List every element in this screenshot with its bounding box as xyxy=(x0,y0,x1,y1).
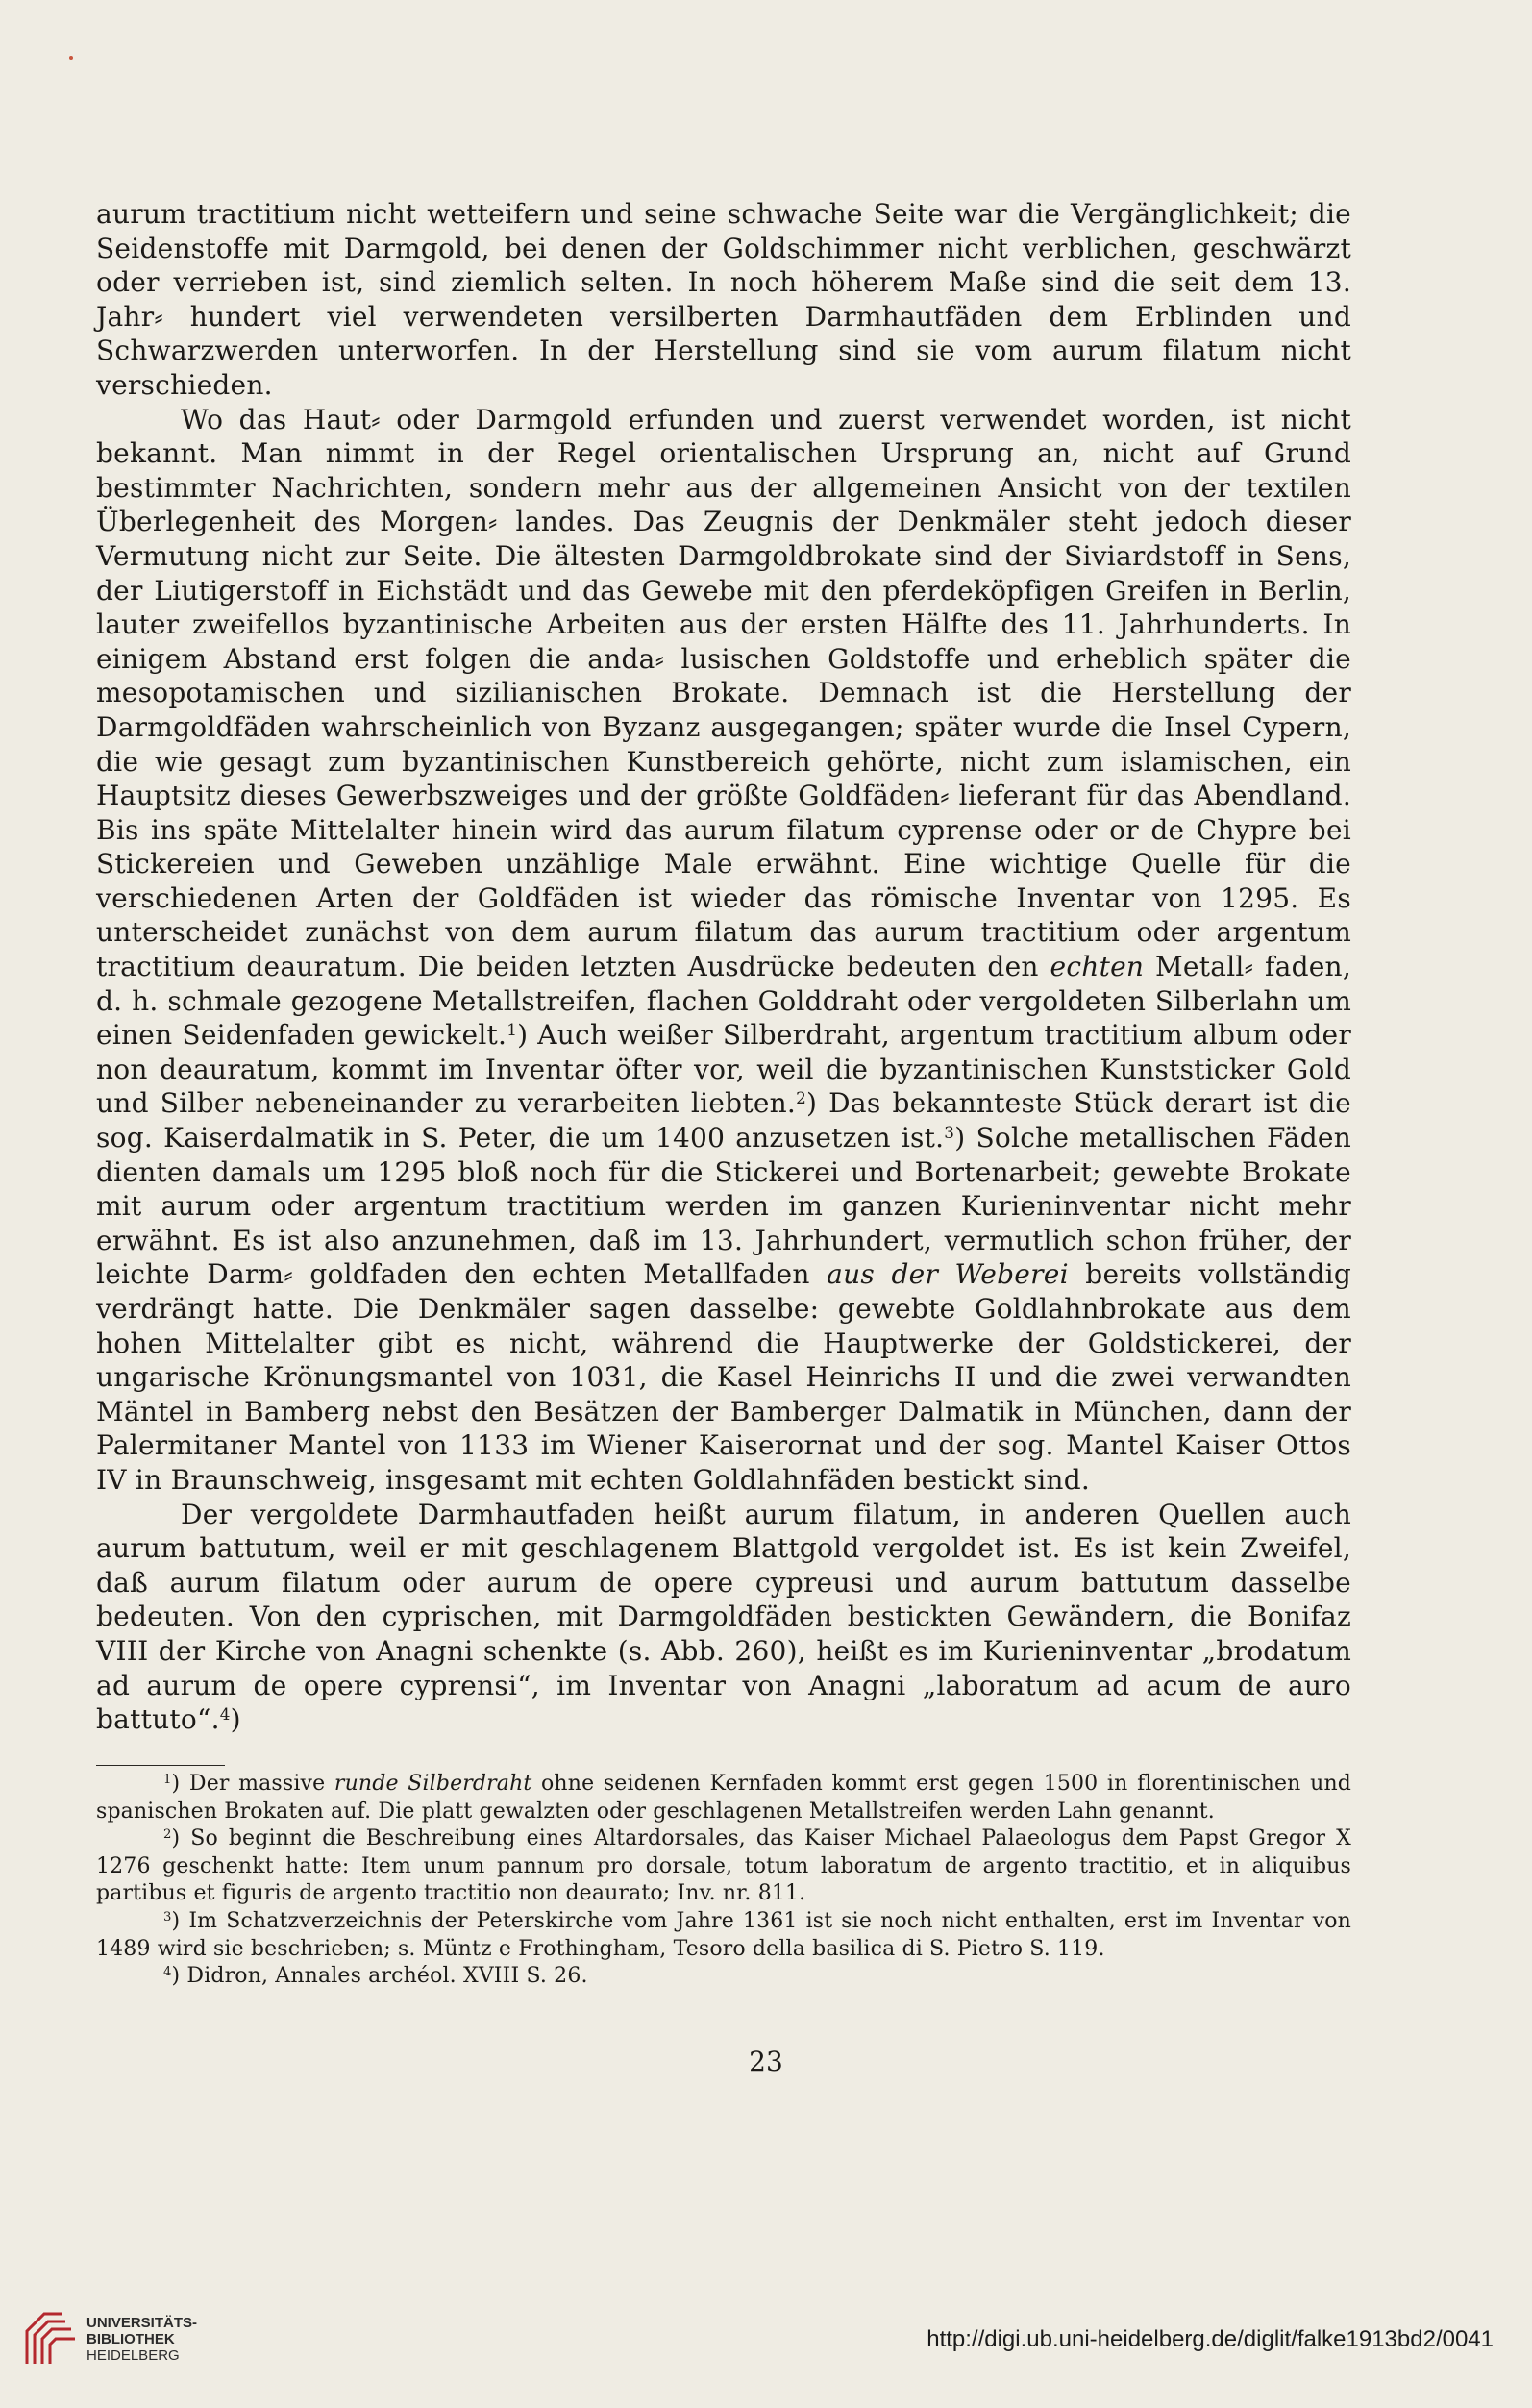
footnote-3 xyxy=(96,1908,1351,1963)
red-dot-mark xyxy=(69,56,73,60)
footnote-separator xyxy=(96,1765,225,1766)
italic-aus-der-weberei: aus der Weberei xyxy=(827,1258,1069,1291)
footnote-ref-3[interactable]: 3 xyxy=(944,1122,955,1142)
footnote-2-text: ) So beginnt die Beschreibung eines Altardorsales, das Kaiser Michael Palaeologus dem Papst Gregor X 1276 geschenkt hatte: Item unum pannum pro dorsale, totum laboratum de argento tractitio, et in aliquibus partibus et figuris de argento tractitio non deaurato; Inv. nr. 811. xyxy=(96,1826,1351,1906)
library-line-3: HEIDELBERG xyxy=(86,2347,180,2364)
library-line-1: UNIVERSITÄTS- xyxy=(86,2315,198,2331)
paragraph-2 xyxy=(96,403,1351,1498)
paragraph-2-part-f: bereits vollständig verdrängt hatte. Die Denkmäler sagen dasselbe: gewebte Goldlahnbrokate aus dem hohen Mittelalter gibt es nicht, während die Hauptwerke der Goldstickerei, der ungarische Krönungsmantel von 1031, die Kasel Heinrichs II und die zwei verwandten Mäntel in Bamberg nebst den Besätzen der Bamberger Dalmatik in München, dann der Palermitaner Mantel von 1133 im Wiener Kaiserornat und der sog. Mantel Kaiser Ottos IV in Braunschweig, insgesamt mit echten Goldlahnfäden bestickt sind. xyxy=(96,1258,1352,1496)
footnote-1-text-b: ohne seidenen Kernfaden kommt erst gegen 1500 in florentinischen und spanischen Brokaten auf. Die platt gewalzten oder geschlagenen Metallstreifen werden Lahn genannt. xyxy=(96,1772,1351,1824)
footnote-1-text-a: ) Der massive xyxy=(171,1772,326,1796)
paragraph-2-part-a: Wo das Haut⸗ oder Darmgold erfunden und zuerst verwendet worden, ist nicht bekannt. Man nimmt in der Regel orientalischen Ursprung an, nicht auf Grund bestimmter Nachrichten, sondern mehr aus der allgemeinen Ansicht von der textilen Überlegenheit des Morgen⸗ landes. Das Zeugnis der Denkmäler steht jedoch dieser Vermutung nicht zur Seite. Die ältesten Darmgoldbrokate sind der Siviardstoff in Sens, der Liutigerstoff in Eichstädt und das Gewebe mit den pferdeköpfigen Greifen in Berlin, lauter zweifellos byzantinische Arbeiten aus der ersten Hälfte des 11. Jahrhunderts. In einigem Abstand erst folgen die anda⸗ lusischen Goldstoffe und erheblich später die mesopotamischen und sizilianischen Brokate. Demnach ist die Herstellung der Darmgoldfäden wahrscheinlich von Byzanz ausgegangen; später wurde die Insel Cypern, die wie gesagt zum byzantinischen Kunstbereich gehörte, nicht zum islamischen, ein Hauptsitz dieses Gewerbszweiges und der größte Goldfäden⸗ lieferant für das Abendland. Bis ins späte Mittelalter hinein wird das aurum filatum cyprense oder or de Chypre bei Stickereien und Geweben unzählige Male erwähnt. Eine wichtige Quelle für die verschiedenen Arten der Goldfäden ist wieder das römische Inventar von 1295. Es unterscheidet zunächst von dem aurum filatum das aurum tractitium oder argentum tractitium deauratum. Die beiden letzten Ausdrücke bedeuten den xyxy=(96,403,1351,983)
footnote-1-number: 1 xyxy=(163,1772,172,1787)
main-text xyxy=(96,197,1351,1737)
footnote-3-text: ) Im Schatzverzeichnis der Peterskirche vom Jahre 1361 ist sie noch nicht enthalten, erst im Inventar von 1489 wird sie beschrieben; s. Müntz e Frothingham, Tesoro della basilica di S. Pietro S. 119. xyxy=(96,1908,1351,1961)
library-line-2: BIBLIOTHEK xyxy=(86,2331,175,2347)
footnote-2 xyxy=(96,1825,1351,1908)
library-emblem-icon xyxy=(23,2310,79,2368)
library-logo[interactable] xyxy=(23,2310,196,2368)
italic-echten: echten xyxy=(1050,951,1145,983)
paragraph-2-part-b: Metall⸗ faden, d. h. schmale gezogene Metallstreifen, flachen Golddraht oder vergoldeten Silberlahn um einen Seidenfaden gewickelt. xyxy=(96,951,1351,1052)
footnote-1 xyxy=(96,1771,1351,1825)
footnote-ref-1[interactable]: 1 xyxy=(507,1020,518,1040)
footnote-2-number: 2 xyxy=(163,1826,172,1842)
paragraph-2-part-c: ) Auch weißer Silberdraht, argentum tractitium album oder non deauratum, kommt im Inventar öfter vor, weil die byzantinischen Kunststicker Gold und Silber nebeneinander zu verarbeiten liebten. xyxy=(96,1019,1351,1120)
paragraph-3-part-a: Der vergoldete Darmhautfaden heißt aurum filatum, in anderen Quellen auch aurum battutum, weil er mit geschlagenem Blattgold vergoldet ist. Es ist kein Zweifel, daß aurum filatum oder aurum de opere cypreusi und aurum battutum dasselbe bedeuten. Von den cyprischen, mit Darmgoldfäden bestickten Gewändern, die Bonifaz VIII der Kirche von Anagni schenkte (s. Abb. 260), heißt es im Kurieninventar „brodatum ad aurum de opere cyprensi“, im Inventar von Anagni „laboratum ad acum de auro battuto“. xyxy=(96,1498,1351,1736)
paragraph-2-part-e: ) Solche metallischen Fäden dienten damals um 1295 bloß noch für die Stickerei und Bortenarbeit; gewebte Brokate mit aurum oder argentum tractitium werden im ganzen Kurieninventar nicht mehr erwähnt. Es ist also anzunehmen, daß im 13. Jahrhundert, vermutlich schon früher, der leichte Darm⸗ goldfaden den echten Metallfaden xyxy=(96,1122,1351,1291)
paragraph-2-part-d: ) Das bekannteste Stück derart ist die sog. Kaiserdalmatik in S. Peter, die um 1400 anzusetzen ist. xyxy=(96,1087,1351,1154)
footnote-3-number: 3 xyxy=(163,1909,172,1924)
paragraph-3 xyxy=(96,1498,1351,1737)
footnote-ref-4[interactable]: 4 xyxy=(219,1703,231,1724)
footnote-4 xyxy=(96,1963,1351,1991)
footnotes xyxy=(96,1771,1351,1991)
library-name xyxy=(86,2315,197,2364)
page-number: 23 xyxy=(749,2046,783,2077)
source-url-link[interactable]: http://digi.ub.uni-heidelberg.de/diglit/falke1913bd2/0041 xyxy=(927,2326,1494,2352)
paragraph-3-part-b: ) xyxy=(230,1703,241,1736)
footnote-4-number: 4 xyxy=(163,1964,172,1979)
footnote-ref-2[interactable]: 2 xyxy=(796,1088,807,1108)
paragraph-1: aurum tractitium nicht wetteifern und seine schwache Seite war die Vergänglichkeit; die Seidenstoffe mit Darmgold, bei denen der Goldschimmer nicht verblichen, geschwärzt oder verrieben ist, sind ziemlich selten. In noch höherem Maße sind die seit dem 13. Jahr⸗ hundert viel verwendeten versilberten Darmhautfäden dem Erblinden und Schwarzwerden unterworfen. In der Herstellung sind sie vom aurum filatum nicht verschieden. xyxy=(96,198,1351,401)
footnote-4-text: ) Didron, Annales archéol. XVIII S. 26. xyxy=(171,1964,588,1989)
footnote-1-italic: runde Silberdraht xyxy=(334,1772,532,1796)
